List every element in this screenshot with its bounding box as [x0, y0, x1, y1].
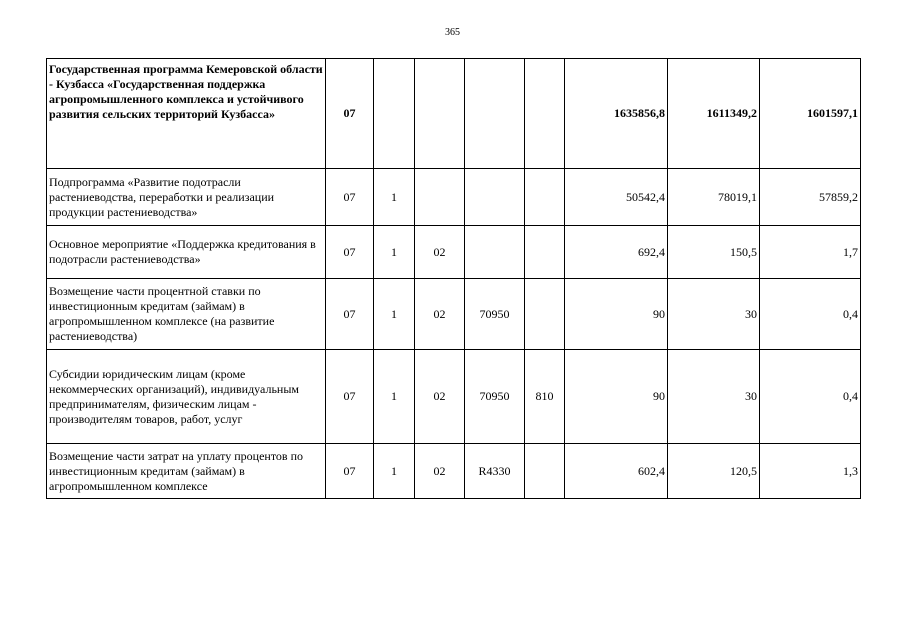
table-row: [47, 59, 861, 169]
budget-table: [46, 58, 861, 499]
table-row: [47, 169, 861, 226]
year1-amount-cell: 1635856,8: [565, 59, 668, 169]
year2-amount-cell: 150,5: [668, 226, 760, 279]
table-row: [47, 279, 861, 350]
year3-amount-cell: 57859,2: [760, 169, 861, 226]
measure-code-cell: 02: [415, 279, 465, 350]
row-name-cell: Субсидии юридическим лицам (кроме некоммерческих организаций), индивидуальным предпринимателям, физическим лицам - производителям товаров, работ, услуг: [47, 350, 326, 444]
subprogram-code-cell: [374, 59, 415, 169]
program-code-cell: 07: [326, 350, 374, 444]
program-code-cell: 07: [326, 279, 374, 350]
year3-amount-cell: 1,7: [760, 226, 861, 279]
table-row: [47, 444, 861, 499]
measure-code-cell: [415, 59, 465, 169]
table-body: [47, 59, 861, 499]
year1-amount-cell: 602,4: [565, 444, 668, 499]
direction-code-cell: 70950: [465, 279, 525, 350]
subprogram-code-cell: 1: [374, 444, 415, 499]
direction-code-cell: [465, 226, 525, 279]
expense-type-code-cell: [525, 169, 565, 226]
row-name-cell: Возмещение части процентной ставки по инвестиционным кредитам (займам) в агропромышленном комплексе (на развитие растениеводства): [47, 279, 326, 350]
expense-type-code-cell: [525, 444, 565, 499]
year3-amount-cell: 0,4: [760, 350, 861, 444]
year1-amount-cell: 50542,4: [565, 169, 668, 226]
subprogram-code-cell: 1: [374, 226, 415, 279]
table-row: [47, 350, 861, 444]
expense-type-code-cell: [525, 226, 565, 279]
direction-code-cell: R4330: [465, 444, 525, 499]
measure-code-cell: [415, 169, 465, 226]
measure-code-cell: 02: [415, 226, 465, 279]
direction-code-cell: [465, 59, 525, 169]
direction-code-cell: 70950: [465, 350, 525, 444]
year3-amount-cell: 1601597,1: [760, 59, 861, 169]
year3-amount-cell: 1,3: [760, 444, 861, 499]
program-code-cell: 07: [326, 444, 374, 499]
subprogram-code-cell: 1: [374, 350, 415, 444]
page-number: 365: [445, 27, 460, 38]
year2-amount-cell: 120,5: [668, 444, 760, 499]
direction-code-cell: [465, 169, 525, 226]
table-row: [47, 226, 861, 279]
year1-amount-cell: 90: [565, 350, 668, 444]
row-name-cell: Государственная программа Кемеровской области - Кузбасса «Государственная поддержка агропромышленного комплекса и устойчивого развития сельских территорий Кузбасса»: [47, 59, 326, 169]
subprogram-code-cell: 1: [374, 169, 415, 226]
year3-amount-cell: 0,4: [760, 279, 861, 350]
subprogram-code-cell: 1: [374, 279, 415, 350]
expense-type-code-cell: [525, 279, 565, 350]
row-name-cell: Возмещение части затрат на уплату процентов по инвестиционным кредитам (займам) в агропромышленном комплексе: [47, 444, 326, 499]
year2-amount-cell: 78019,1: [668, 169, 760, 226]
year2-amount-cell: 30: [668, 350, 760, 444]
year1-amount-cell: 692,4: [565, 226, 668, 279]
year1-amount-cell: 90: [565, 279, 668, 350]
row-name-cell: Подпрограмма «Развитие подотрасли растениеводства, переработки и реализации продукции растениеводства»: [47, 169, 326, 226]
year2-amount-cell: 1611349,2: [668, 59, 760, 169]
year2-amount-cell: 30: [668, 279, 760, 350]
program-code-cell: 07: [326, 169, 374, 226]
program-code-cell: 07: [326, 59, 374, 169]
expense-type-code-cell: 810: [525, 350, 565, 444]
row-name-cell: Основное мероприятие «Поддержка кредитования в подотрасли растениеводства»: [47, 226, 326, 279]
expense-type-code-cell: [525, 59, 565, 169]
measure-code-cell: 02: [415, 350, 465, 444]
measure-code-cell: 02: [415, 444, 465, 499]
program-code-cell: 07: [326, 226, 374, 279]
